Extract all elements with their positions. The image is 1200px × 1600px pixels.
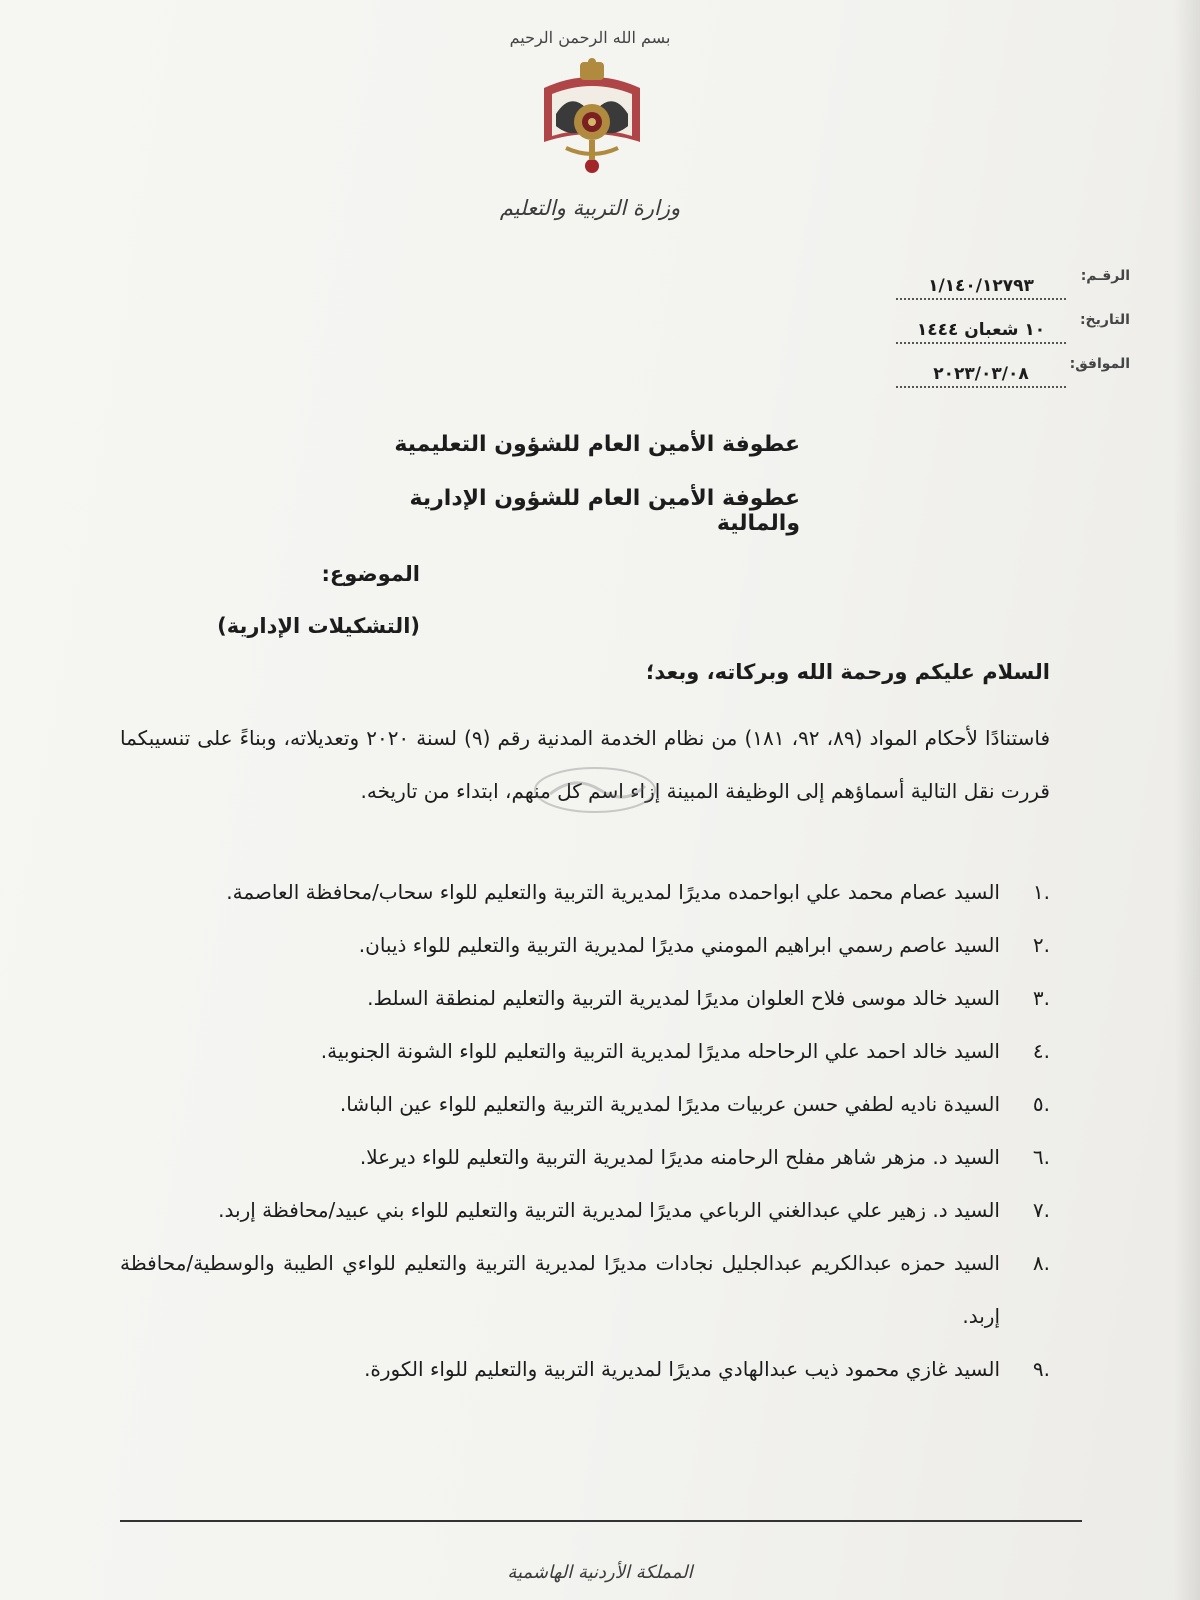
list-item-text: السيد د. مزهر شاهر مفلح الرحامنه مديرًا لمديرية التربية والتعليم للواء ديرعلا. [359, 1145, 1000, 1169]
coat-of-arms-emblem [536, 56, 648, 180]
list-item-number: .٥ [1032, 1092, 1050, 1116]
list-item-text: السيد عصام محمد علي ابواحمده مديرًا لمديرية التربية والتعليم للواء سحاب/محافظة العاصمة. [226, 880, 1000, 904]
list-item-text: السيدة ناديه لطفي حسن عربيات مديرًا لمديرية التربية والتعليم للواء عين الباشا. [339, 1092, 1000, 1116]
reference-number-value: ١/١٤٠/١٢٧٩٣ [896, 276, 1066, 300]
basmala: بسم الله الرحمن الرحيم [509, 28, 671, 47]
list-item [120, 1025, 1050, 1078]
list-item-number: .٢ [1032, 933, 1050, 957]
reference-number-label: الرقـم: [1080, 268, 1130, 284]
list-item [120, 866, 1050, 919]
list-item [120, 972, 1050, 1025]
footer-kingdom-name: المملكة الأردنية الهاشمية [507, 1562, 693, 1583]
reference-corresponding-label: الموافق: [1069, 356, 1130, 372]
list-item [120, 1343, 1050, 1396]
list-item [120, 1131, 1050, 1184]
watermark-logo [530, 760, 660, 820]
list-item-number: .٣ [1032, 986, 1050, 1010]
list-item-text: السيد غازي محمود ذيب عبدالهادي مديرًا لمديرية التربية والتعليم للواء الكورة. [364, 1357, 1000, 1381]
ministry-name: وزارة التربية والتعليم [499, 196, 681, 220]
list-item-number: .٦ [1032, 1145, 1050, 1169]
list-item-number: .١ [1032, 880, 1050, 904]
list-item-text: السيد خالد احمد علي الرحاحله مديرًا لمديرية التربية والتعليم للواء الشونة الجنوبية. [320, 1039, 1000, 1063]
subject-label: الموضوع: [321, 562, 420, 586]
list-item [120, 1237, 1050, 1343]
list-item-text: السيد خالد موسى فلاح العلوان مديرًا لمديرية التربية والتعليم لمنطقة السلط. [367, 986, 1000, 1010]
intro-paragraph: فاستنادًا لأحكام المواد (٨٩، ٩٢، ١٨١) من نظام الخدمة المدنية رقم (٩) لسنة ٢٠٢٠ وتعديلاته، وبناءً على تنسيبكما قررت نقل التالية أسماؤهم إلى الوظيفة المبينة إزاء اسم كل منهم، ابتداء من تاريخه. [120, 726, 1051, 803]
list-item-text: السيد د. زهير علي عبدالغني الرباعي مديرًا لمديرية التربية والتعليم للواء بني عبيد/محافظة إربد. [218, 1198, 1000, 1222]
list-item [120, 1184, 1050, 1237]
reference-date-value: ١٠ شعبان ١٤٤٤ [896, 320, 1066, 344]
addressee-2: عطوفة الأمين العام للشؤون الإدارية والمالية [409, 486, 800, 536]
subject-value: (التشكيلات الإدارية) [217, 614, 420, 638]
list-item-number: .٨ [1032, 1251, 1050, 1275]
footer-divider [120, 1520, 1082, 1522]
greeting: السلام عليكم ورحمة الله وبركاته، وبعد؛ [645, 660, 1050, 684]
list-item [120, 1078, 1050, 1131]
reference-date-label: التاريخ: [1079, 312, 1130, 328]
transfer-list [120, 866, 1050, 1396]
list-item-text: السيد عاصم رسمي ابراهيم المومني مديرًا لمديرية التربية والتعليم للواء ذيبان. [358, 933, 1000, 957]
addressee-1: عطوفة الأمين العام للشؤون التعليمية [394, 432, 800, 457]
reference-corresponding-row [880, 350, 1130, 394]
reference-number-row [880, 262, 1130, 306]
reference-date-row [880, 306, 1130, 350]
reference-block [880, 262, 1130, 394]
reference-corresponding-value: ٢٠٢٣/٠٣/٠٨ [896, 364, 1066, 388]
list-item-number: .٤ [1032, 1039, 1050, 1063]
list-item-text: السيد حمزه عبدالكريم عبدالجليل نجادات مديرًا لمديرية التربية والتعليم للواءي الطيبة والوسطية/محافظة إربد. [120, 1251, 1000, 1328]
list-item-number: .٩ [1032, 1357, 1050, 1381]
list-item-number: .٧ [1032, 1198, 1050, 1222]
list-item [120, 919, 1050, 972]
